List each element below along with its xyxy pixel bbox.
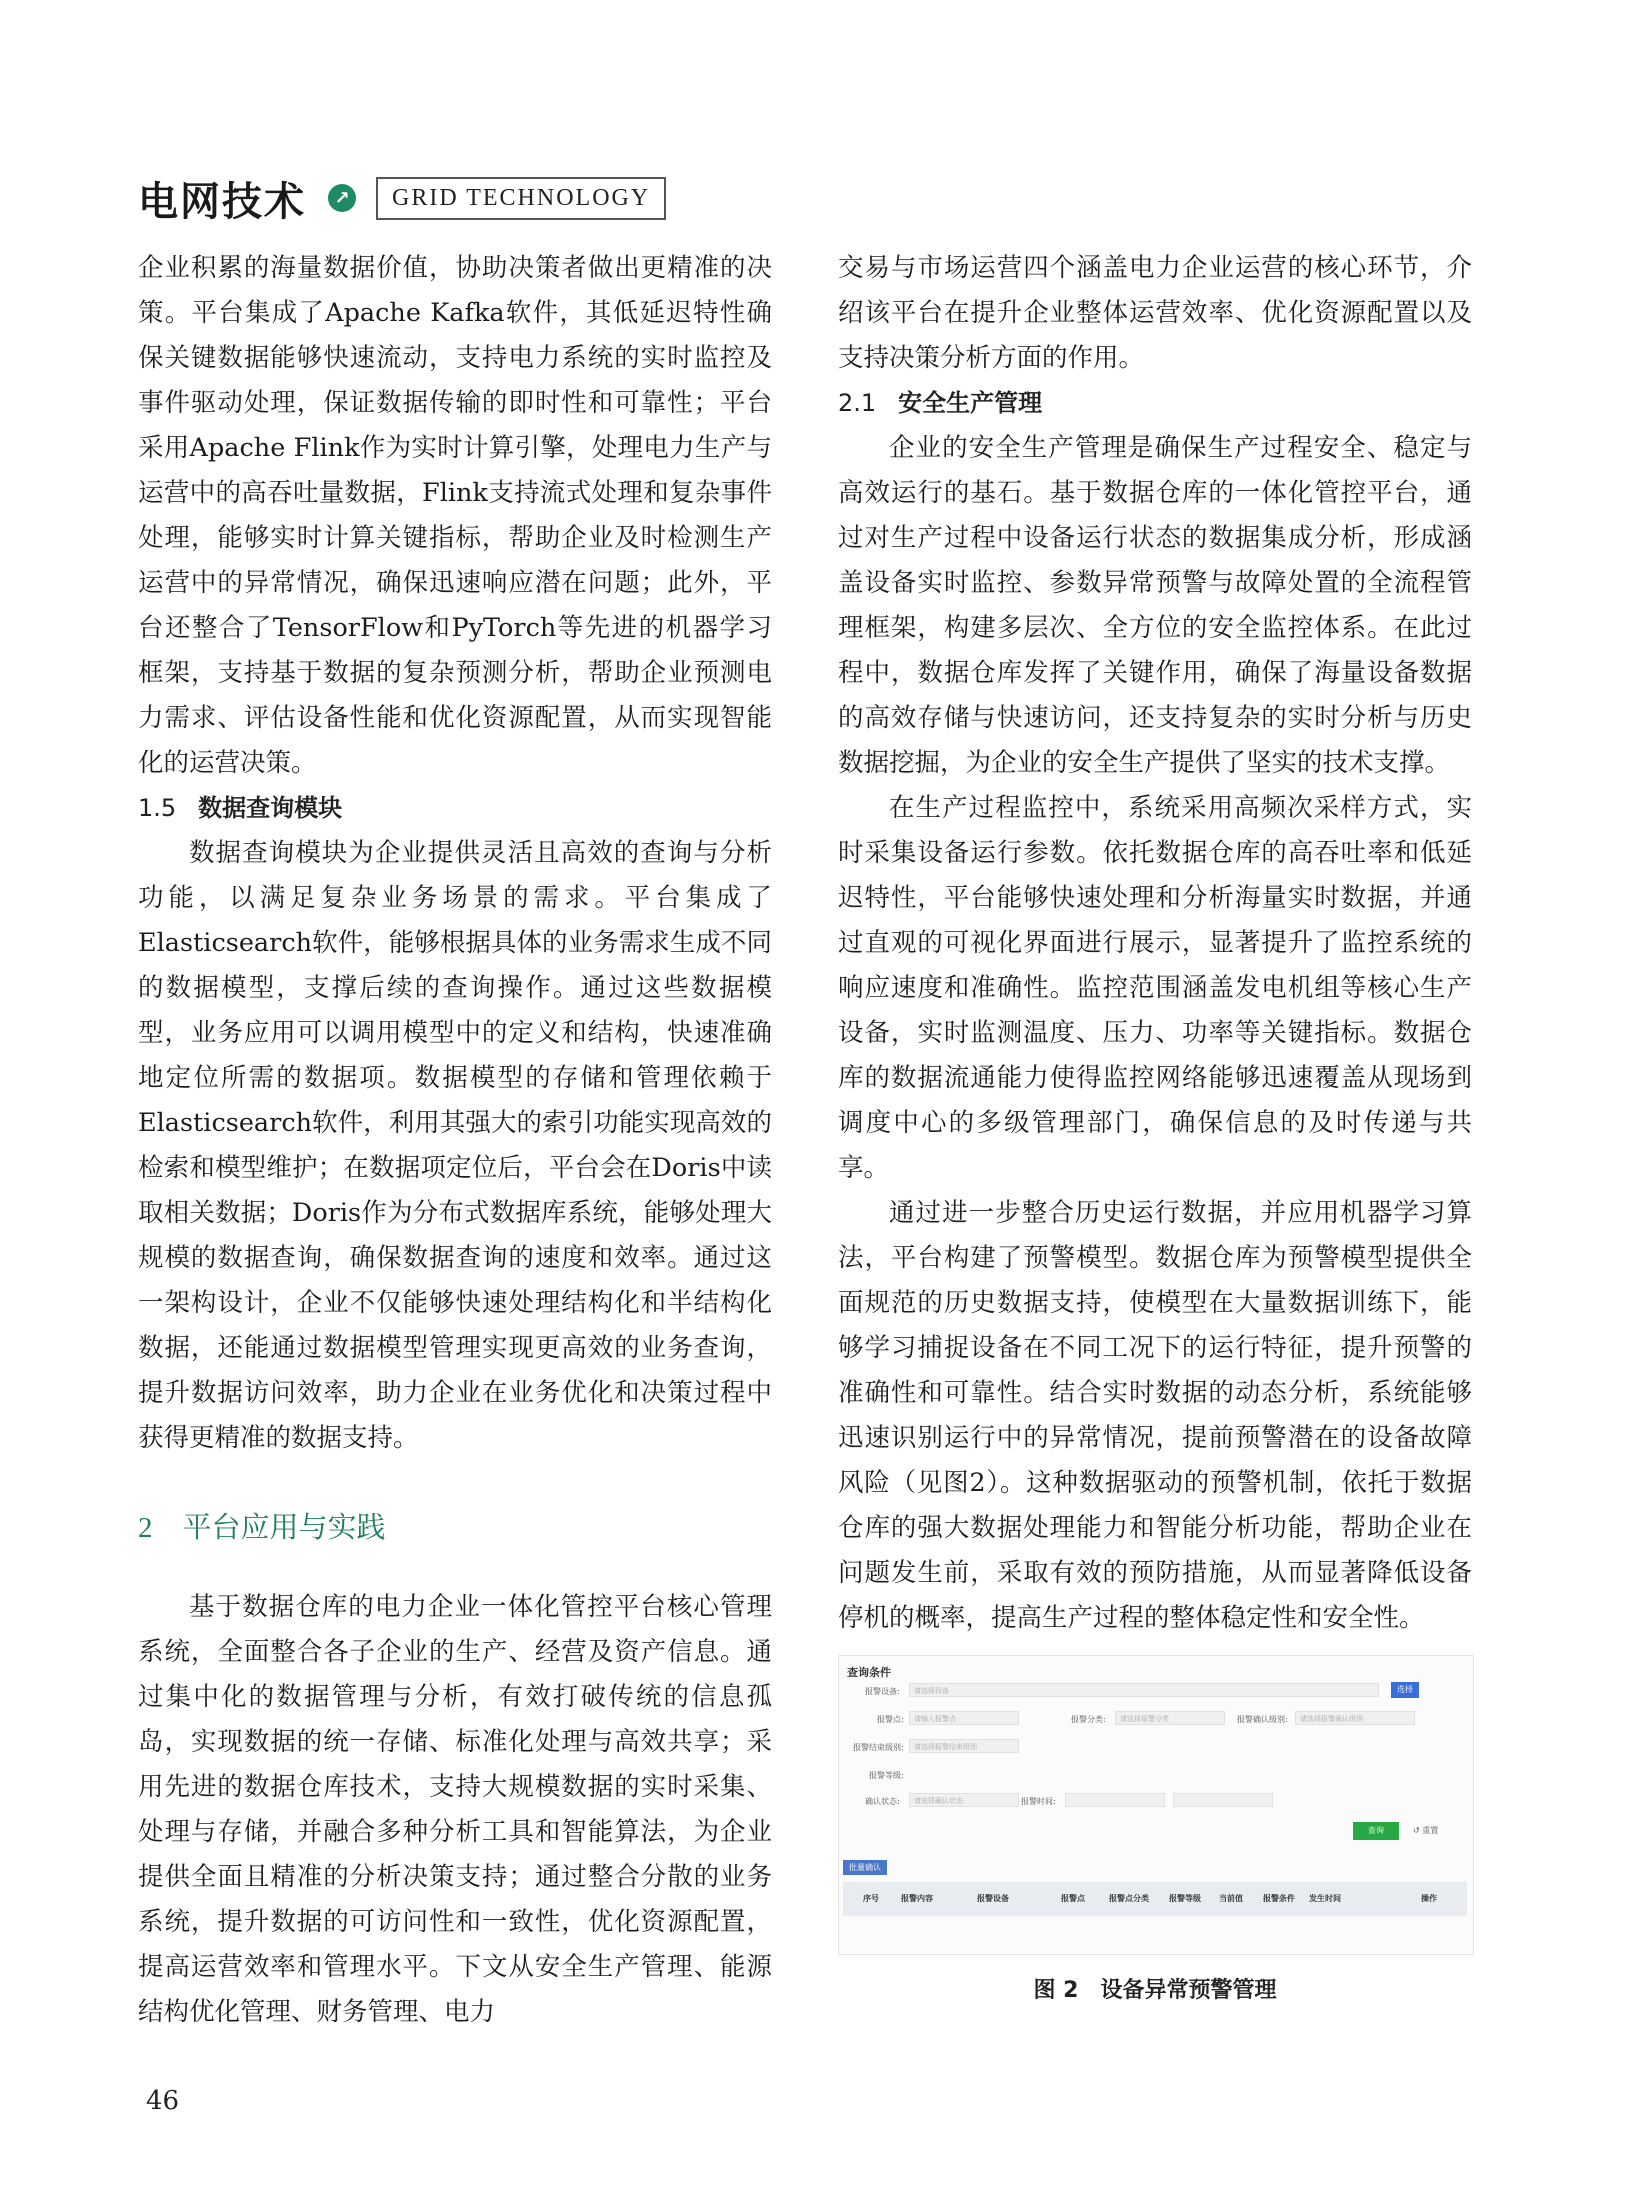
column-header: 操作 bbox=[1421, 1894, 1437, 1903]
query-conditions-title: 查询条件 bbox=[847, 1666, 891, 1679]
field-label: 报警设备: bbox=[865, 1687, 900, 1696]
section-number: 2.1 bbox=[838, 389, 877, 417]
confirm-status-select[interactable]: 请选择确认状态 bbox=[909, 1793, 1019, 1807]
running-header bbox=[138, 172, 666, 224]
confirm-level-select[interactable]: 请选择报警确认级别 bbox=[1295, 1711, 1415, 1725]
section-heading-2 bbox=[138, 1505, 772, 1551]
column-header: 报警点 bbox=[1061, 1894, 1085, 1903]
column-header: 报警点分类 bbox=[1109, 1894, 1149, 1903]
figure-caption: 图 2 设备异常预警管理 bbox=[1033, 1978, 1277, 2003]
field-label: 报警点: bbox=[877, 1715, 904, 1724]
filter-row bbox=[839, 1738, 1473, 1758]
paragraph: 通过进一步整合历史运行数据，并应用机器学习算法，平台构建了预警模型。数据仓库为预警模型提供全面规范的历史数据支持，使模型在大量数据训练下，能够学习捕捉设备在不同工况下的运行特征，提升预警的准确性和可靠性。结合实时数据的动态分析，系统能够迅速识别运行中的异常情况，提前预警潜在的设备故障风险（见图2）。这种数据驱动的预警机制，依托于数据仓库的强大数据处理能力和智能分析功能，帮助企业在问题发生前，采取有效的预防措施，从而显著降低设备停机的概率，提高生产过程的整体稳定性和安全性。 bbox=[838, 1198, 1472, 1633]
field-label: 报警确认级别: bbox=[1237, 1715, 1288, 1724]
alarm-end-time-input[interactable] bbox=[1173, 1793, 1273, 1807]
column-header: 报警设备 bbox=[977, 1894, 1009, 1903]
alarm-start-time-input[interactable] bbox=[1065, 1793, 1165, 1807]
column-header: 报警条件 bbox=[1263, 1894, 1295, 1903]
reset-button[interactable]: ↺ 重置 bbox=[1413, 1826, 1439, 1835]
field-label: 确认状态: bbox=[865, 1797, 900, 1806]
section-title: 平台应用与实践 bbox=[182, 1510, 386, 1544]
field-label: 报警分类: bbox=[1071, 1715, 1106, 1724]
paragraph: 企业的安全生产管理是确保生产过程安全、稳定与高效运行的基石。基于数据仓库的一体化管控平台，通过对生产过程中设备运行状态的数据集成分析，形成涵盖设备实时监控、参数异常预警与故障处置的全流程管理框架，构建多层次、全方位的安全监控体系。在此过程中，数据仓库发挥了关键作用，确保了海量设备数据的高效存储与快速访问，还支持复杂的实时分析与历史数据挖掘，为企业的安全生产提供了坚实的技术支撑。 bbox=[838, 433, 1472, 778]
figure-screenshot bbox=[838, 1655, 1474, 1955]
paragraph: 基于数据仓库的电力企业一体化管控平台核心管理系统，全面整合各子企业的生产、经营及资产信息。通过集中化的数据管理与分析，有效打破传统的信息孤岛，实现数据的统一存储、标准化处理与高效共享；采用先进的数据仓库技术，支持大规模数据的实时采集、处理与存储，并融合多种分析工具和智能算法，为企业提供全面且精准的分析决策支持；通过整合分散的业务系统，提升数据的可访问性和一致性，优化资源配置，提高运营效率和管理水平。下文从安全生产管理、能源结构优化管理、财务管理、电力 bbox=[138, 1592, 772, 2027]
section-number: 1.5 bbox=[138, 794, 177, 822]
right-column bbox=[838, 246, 1472, 2004]
section-heading-2-1 bbox=[838, 381, 1472, 426]
column-header: 报警等级 bbox=[1169, 1894, 1201, 1903]
column-header: 发生时间 bbox=[1309, 1894, 1341, 1903]
column-header: 报警内容 bbox=[901, 1894, 933, 1903]
column-header: 当前值 bbox=[1219, 1894, 1243, 1903]
left-column bbox=[138, 246, 772, 2035]
section-heading-1-5 bbox=[138, 786, 772, 831]
filter-row bbox=[839, 1766, 1473, 1786]
column-header: 序号 bbox=[863, 1894, 879, 1903]
filter-row bbox=[839, 1710, 1473, 1730]
alarm-point-input[interactable]: 请输入报警点 bbox=[909, 1711, 1019, 1725]
select-device-button[interactable]: 选择 bbox=[1391, 1682, 1419, 1698]
filter-row bbox=[839, 1792, 1473, 1812]
paragraph: 在生产过程监控中，系统采用高频次采样方式，实时采集设备运行参数。依托数据仓库的高吞吐率和低延迟特性，平台能够快速处理和分析海量实时数据，并通过直观的可视化界面进行展示，显著提升了监控系统的响应速度和准确性。监控范围涵盖发电机组等核心生产设备，实时监测温度、压力、功率等关键指标。数据仓库的数据流通能力使得监控网络能够迅速覆盖从现场到调度中心的多级管理部门，确保信息的及时传递与共享。 bbox=[838, 793, 1472, 1183]
alarm-category-select[interactable]: 请选择报警分类 bbox=[1115, 1711, 1225, 1725]
field-label: 报警结束级别: bbox=[853, 1743, 904, 1752]
journal-title-cn: 电网技术 bbox=[138, 178, 306, 225]
field-label: 报警等级: bbox=[869, 1771, 904, 1780]
paragraph: 交易与市场运营四个涵盖电力企业运营的核心环节，介绍该平台在提升企业整体运营效率、优化资源配置以及支持决策分析方面的作用。 bbox=[838, 253, 1472, 373]
section-number: 2 bbox=[138, 1512, 153, 1544]
page-number: 46 bbox=[146, 2086, 180, 2116]
section-title: 数据查询模块 bbox=[198, 794, 343, 822]
paragraph: 数据查询模块为企业提供灵活且高效的查询与分析功能，以满足复杂业务场景的需求。平台集成了Elasticsearch软件，能够根据具体的业务需求生成不同的数据模型，支撑后续的查询操作。通过这些数据模型，业务应用可以调用模型中的定义和结构，快速准确地定位所需的数据项。数据模型的存储和管理依赖于Elasticsearch软件，利用其强大的索引功能实现高效的检索和模型维护；在数据项定位后，平台会在Doris中读取相关数据；Doris作为分布式数据库系统，能够处理大规模的数据查询，确保数据查询的速度和效率。通过这一架构设计，企业不仅能够快速处理结构化和半结构化数据，还能通过数据模型管理实现更高效的业务查询，提升数据访问效率，助力企业在业务优化和决策过程中获得更精准的数据支持。 bbox=[138, 838, 772, 1453]
end-level-select[interactable]: 请选择报警结束级别 bbox=[909, 1739, 1019, 1753]
section-title: 安全生产管理 bbox=[898, 389, 1043, 417]
alarm-device-input[interactable]: 请选择设备 bbox=[909, 1683, 1379, 1697]
filter-row bbox=[839, 1682, 1473, 1702]
field-label: 报警时间: bbox=[1021, 1797, 1056, 1806]
search-button[interactable]: 查询 bbox=[1353, 1822, 1399, 1840]
batch-confirm-tab[interactable]: 批量确认 bbox=[843, 1860, 887, 1875]
journal-title-en: GRID TECHNOLOGY bbox=[376, 177, 666, 220]
paragraph: 企业积累的海量数据价值，协助决策者做出更精准的决策。平台集成了Apache Kafka软件，其低延迟特性确保关键数据能够快速流动，支持电力系统的实时监控及事件驱动处理，保证数据传输的即时性和可靠性；平台采用Apache Flink作为实时计算引擎，处理电力生产与运营中的高吞吐量数据，Flink支持流式处理和复杂事件处理，能够实时计算关键指标，帮助企业及时检测生产运营中的异常情况，确保迅速响应潜在问题；此外，平台还整合了TensorFlow和PyTorch等先进的机器学习框架，支持基于数据的复杂预测分析，帮助企业预测电力需求、评估设备性能和优化资源配置，从而实现智能化的运营决策。 bbox=[138, 253, 772, 778]
table-header bbox=[843, 1882, 1467, 1916]
arrow-badge-icon: ↗ bbox=[328, 184, 356, 212]
